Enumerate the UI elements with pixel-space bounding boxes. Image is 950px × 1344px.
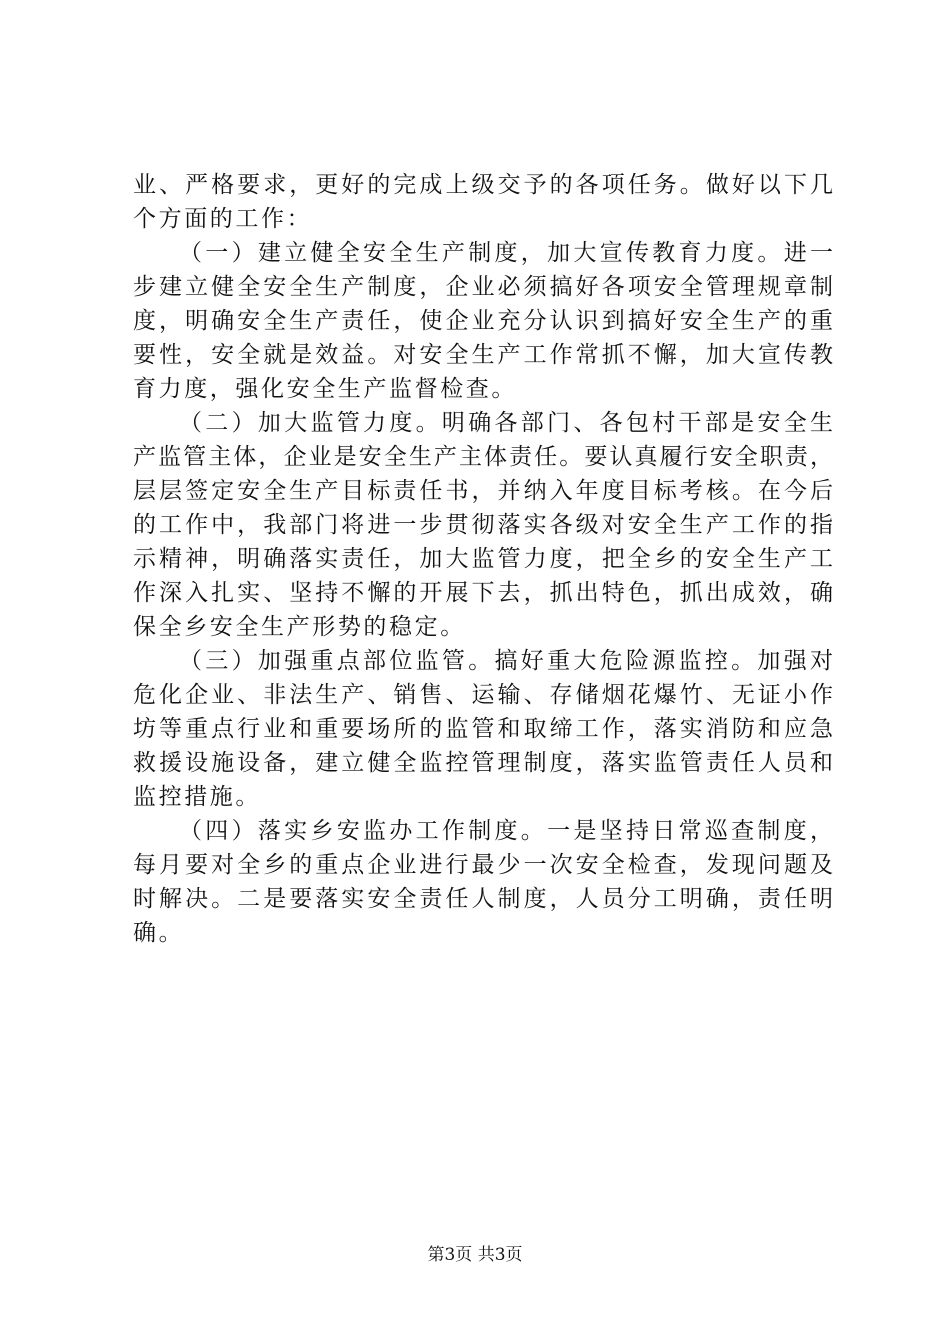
page-footer [0, 1244, 950, 1266]
paragraph-first-line: （二）加大监管力度。明确各部门、各包村干部是安全生 [179, 410, 833, 436]
paragraph-first-line: （四）落实乡安监办工作制度。一是坚持日常巡查制度， [179, 818, 833, 844]
text-line: 的工作中，我部门将进一步贯彻落实各级对安全生产工作的指 [133, 512, 833, 538]
text-line: 确。 [133, 920, 185, 946]
document-body [133, 168, 833, 950]
text-line: 度，明确安全生产责任，使企业充分认识到搞好安全生产的重 [133, 308, 833, 334]
text-line: 坊等重点行业和重要场所的监管和取缔工作，落实消防和应急 [133, 716, 833, 742]
text-line: 示精神，明确落实责任，加大监管力度，把全乡的安全生产工 [133, 546, 833, 572]
text-line: 时解决。二是要落实安全责任人制度，人员分工明确，责任明 [133, 886, 833, 912]
text-line: 步建立健全安全生产制度，企业必须搞好各项安全管理规章制 [133, 274, 833, 300]
text-line: 产监管主体，企业是安全生产主体责任。要认真履行安全职责， [133, 444, 833, 470]
page-number-label: 第3页 共3页 [427, 1245, 523, 1265]
text-line: 每月要对全乡的重点企业进行最少一次安全检查，发现问题及 [133, 852, 833, 878]
text-line: 监控措施。 [133, 784, 261, 810]
text-line: 层层签定安全生产目标责任书，并纳入年度目标考核。在今后 [133, 478, 833, 504]
text-line: 危化企业、非法生产、销售、运输、存储烟花爆竹、无证小作 [133, 682, 833, 708]
text-line: 作深入扎实、坚持不懈的开展下去，抓出特色，抓出成效，确 [133, 580, 833, 606]
text-line: 要性，安全就是效益。对安全生产工作常抓不懈，加大宣传教 [133, 342, 833, 368]
text-line: 保全乡安全生产形势的稳定。 [133, 614, 466, 640]
paragraph-first-line: （一）建立健全安全生产制度，加大宣传教育力度。进一 [179, 240, 833, 266]
text-line: 育力度，强化安全生产监督检查。 [133, 376, 517, 402]
text-line: 业、严格要求，更好的完成上级交予的各项任务。做好以下几 [133, 172, 833, 198]
text-line: 个方面的工作： [133, 206, 313, 232]
text-line: 救援设施设备，建立健全监控管理制度，落实监管责任人员和 [133, 750, 833, 776]
paragraph-first-line: （三）加强重点部位监管。搞好重大危险源监控。加强对 [179, 648, 833, 674]
